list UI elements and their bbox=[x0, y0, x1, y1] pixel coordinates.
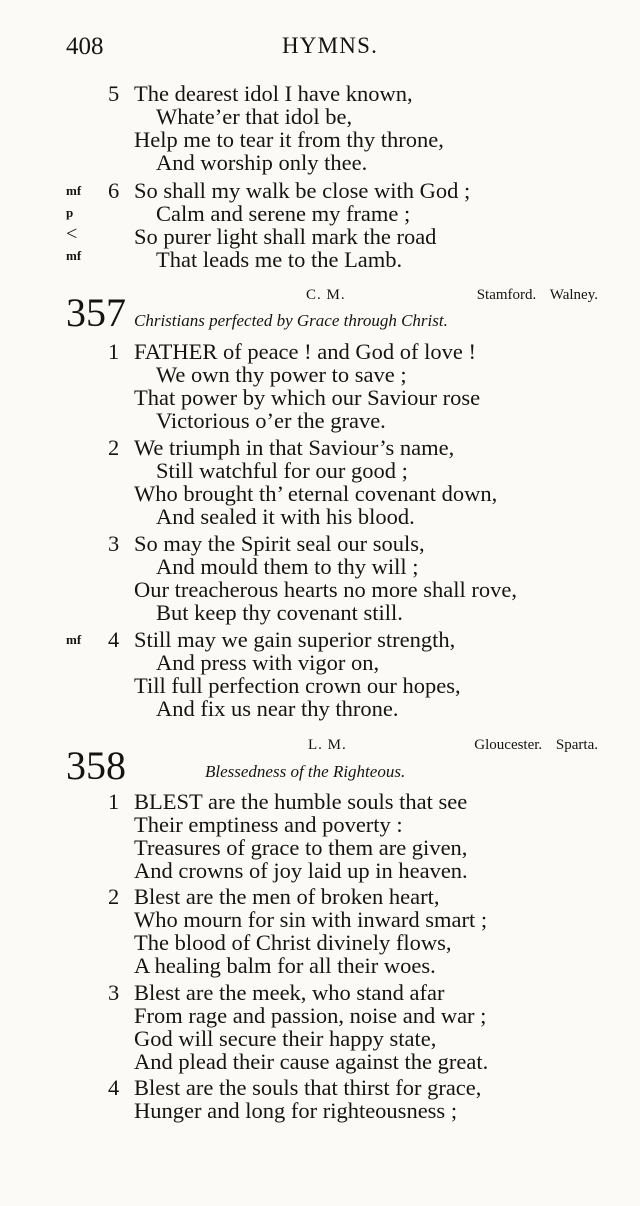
verse-line: And crowns of joy laid up in heaven. bbox=[134, 858, 468, 883]
verse-line: And plead their cause against the great. bbox=[134, 1049, 489, 1074]
verse-line: So may the Spirit seal our souls, bbox=[134, 531, 425, 556]
dynamic-marking: p bbox=[66, 205, 74, 220]
verse-line: Who brought th’ eternal covenant down, bbox=[134, 481, 498, 506]
verse-line: Blest are the meek, who stand afar bbox=[134, 980, 445, 1005]
verse-line: Who mourn for sin with inward smart ; bbox=[134, 907, 488, 932]
hymn-title: Christians perfected by Grace through Christ. bbox=[134, 311, 448, 330]
verse-line: Blest are the souls that thirst for grace, bbox=[134, 1075, 482, 1100]
hymn-number: 358 bbox=[66, 743, 126, 788]
verse-number: 1 bbox=[108, 339, 120, 364]
verse-line: Till full perfection crown our hopes, bbox=[134, 673, 461, 698]
verse-number: 4 bbox=[108, 1075, 120, 1100]
verse-line: Our treacherous hearts no more shall rove, bbox=[134, 577, 517, 602]
verse-line: Hunger and long for righteousness ; bbox=[134, 1098, 458, 1123]
verse-number: 5 bbox=[108, 81, 120, 106]
verse-number: 2 bbox=[108, 884, 120, 909]
verse-line: Blest are the men of broken heart, bbox=[134, 884, 440, 909]
dynamic-marking: mf bbox=[66, 632, 82, 647]
tune-names: Stamford. Walney. bbox=[476, 287, 598, 303]
verse-line: From rage and passion, noise and war ; bbox=[134, 1003, 487, 1028]
verse-line: But keep thy covenant still. bbox=[156, 600, 403, 625]
verse-line: The blood of Christ divinely flows, bbox=[134, 930, 452, 955]
verse-line: That leads me to the Lamb. bbox=[156, 247, 403, 272]
verse-number: 2 bbox=[108, 435, 120, 460]
verse-line: Victorious o’er the grave. bbox=[156, 408, 386, 433]
page-number: 408 bbox=[66, 33, 104, 60]
verse-line: That power by which our Saviour rose bbox=[134, 385, 481, 410]
tune-names: Gloucester. Sparta. bbox=[474, 737, 598, 753]
verse-number: 4 bbox=[108, 627, 120, 652]
verse-line: Calm and serene my frame ; bbox=[156, 201, 411, 226]
verse-line: So shall my walk be close with God ; bbox=[134, 178, 471, 203]
verse-line: Still may we gain superior strength, bbox=[134, 627, 456, 652]
verse-line: FATHER of peace ! and God of love ! bbox=[134, 339, 476, 364]
verse-line: We triumph in that Saviour’s name, bbox=[134, 435, 455, 460]
verse-line: And press with vigor on, bbox=[156, 650, 380, 675]
verse-line: Help me to tear it from thy throne, bbox=[134, 127, 444, 152]
verse-line: BLEST are the humble souls that see bbox=[134, 789, 468, 814]
verse-number: 3 bbox=[108, 531, 120, 556]
hymn-number: 357 bbox=[66, 290, 126, 335]
verse-line: God will secure their happy state, bbox=[134, 1026, 437, 1051]
verse-number: 3 bbox=[108, 980, 120, 1005]
hymn-title: Blessedness of the Righteous. bbox=[205, 762, 406, 781]
verse-line: And sealed it with his blood. bbox=[156, 504, 415, 529]
dynamic-marking: mf bbox=[66, 248, 82, 263]
verse-line: We own thy power to save ; bbox=[156, 362, 407, 387]
verse-line: A healing balm for all their woes. bbox=[134, 953, 436, 978]
verse-line: Treasures of grace to them are given, bbox=[134, 835, 468, 860]
verse-line: Still watchful for our good ; bbox=[156, 458, 408, 483]
dynamic-marking: mf bbox=[66, 183, 82, 198]
running-title: HYMNS. bbox=[282, 33, 379, 58]
verse-line: Whate’er that idol be, bbox=[156, 104, 353, 129]
verse-line: And mould them to thy will ; bbox=[156, 554, 419, 579]
verse-line: The dearest idol I have known, bbox=[134, 81, 413, 106]
hymn-meter: L. M. bbox=[308, 737, 347, 753]
verse-number: 6 bbox=[108, 178, 120, 203]
verse-number: 1 bbox=[108, 789, 120, 814]
verse-line: And fix us near thy throne. bbox=[156, 696, 399, 721]
verse-line: And worship only thee. bbox=[156, 150, 368, 175]
verse-line: Their emptiness and poverty : bbox=[134, 812, 403, 837]
verse-line: So purer light shall mark the road bbox=[134, 224, 437, 249]
hymn-meter: C. M. bbox=[306, 287, 346, 303]
crescendo-marking: < bbox=[66, 223, 78, 245]
